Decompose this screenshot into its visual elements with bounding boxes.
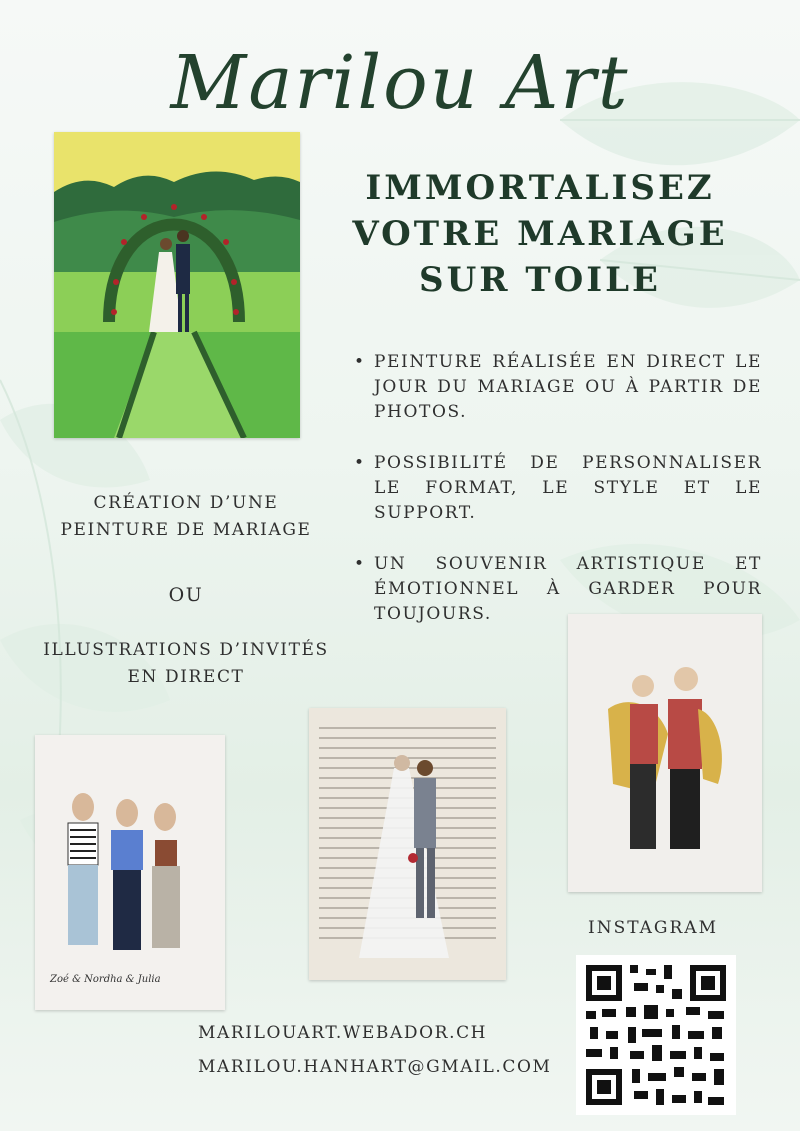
feature-text: POSSIBILITÉ DE PERSONNALISER LE FORMAT, LE STYLE ET LE SUPPORT.	[374, 453, 762, 523]
headline-line: VOTRE MARIAGE	[352, 214, 728, 254]
bullet-icon: •	[354, 554, 366, 574]
headline-line: SUR TOILE	[419, 260, 661, 300]
wedding-arch-painting	[54, 132, 300, 438]
service-line: CRÉATION D’UNE	[93, 493, 279, 513]
feature-text: PEINTURE RÉALISÉE EN DIRECT LE JOUR DU MARIAGE OU À PARTIR DE PHOTOS.	[374, 352, 762, 422]
headline-line: IMMORTALISEZ	[365, 168, 715, 208]
service-line: EN DIRECT	[127, 667, 245, 687]
service-option-illustrations	[30, 637, 342, 691]
couple-portrait-illustration	[568, 614, 762, 892]
brand-title: Marilou Art	[170, 40, 630, 126]
email-link[interactable]: MARILOU.HANHART@GMAIL.COM	[198, 1057, 552, 1077]
instagram-label: INSTAGRAM	[588, 918, 718, 938]
service-line: ILLUSTRATIONS D’INVITÉS	[43, 640, 329, 660]
feature-text: UN SOUVENIR ARTISTIQUE ET ÉMOTIONNEL À GARDER POUR TOUJOURS.	[374, 554, 762, 624]
service-line: PEINTURE DE MARIAGE	[60, 520, 312, 540]
instagram-qr-code[interactable]	[576, 955, 736, 1115]
website-link[interactable]: MARILOUART.WEBADOR.CH	[198, 1023, 488, 1043]
feature-item	[352, 350, 762, 425]
bullet-icon: •	[354, 352, 366, 372]
bullet-icon: •	[354, 453, 366, 473]
headline	[320, 165, 760, 303]
guests-caption: Zoé & Nordha & Julia	[50, 974, 161, 985]
feature-list	[352, 350, 762, 653]
service-separator: OU	[168, 584, 204, 606]
book-page-couple-illustration	[309, 708, 506, 980]
feature-item	[352, 451, 762, 526]
guests-illustration	[35, 735, 225, 1010]
service-option-painting	[30, 490, 342, 544]
